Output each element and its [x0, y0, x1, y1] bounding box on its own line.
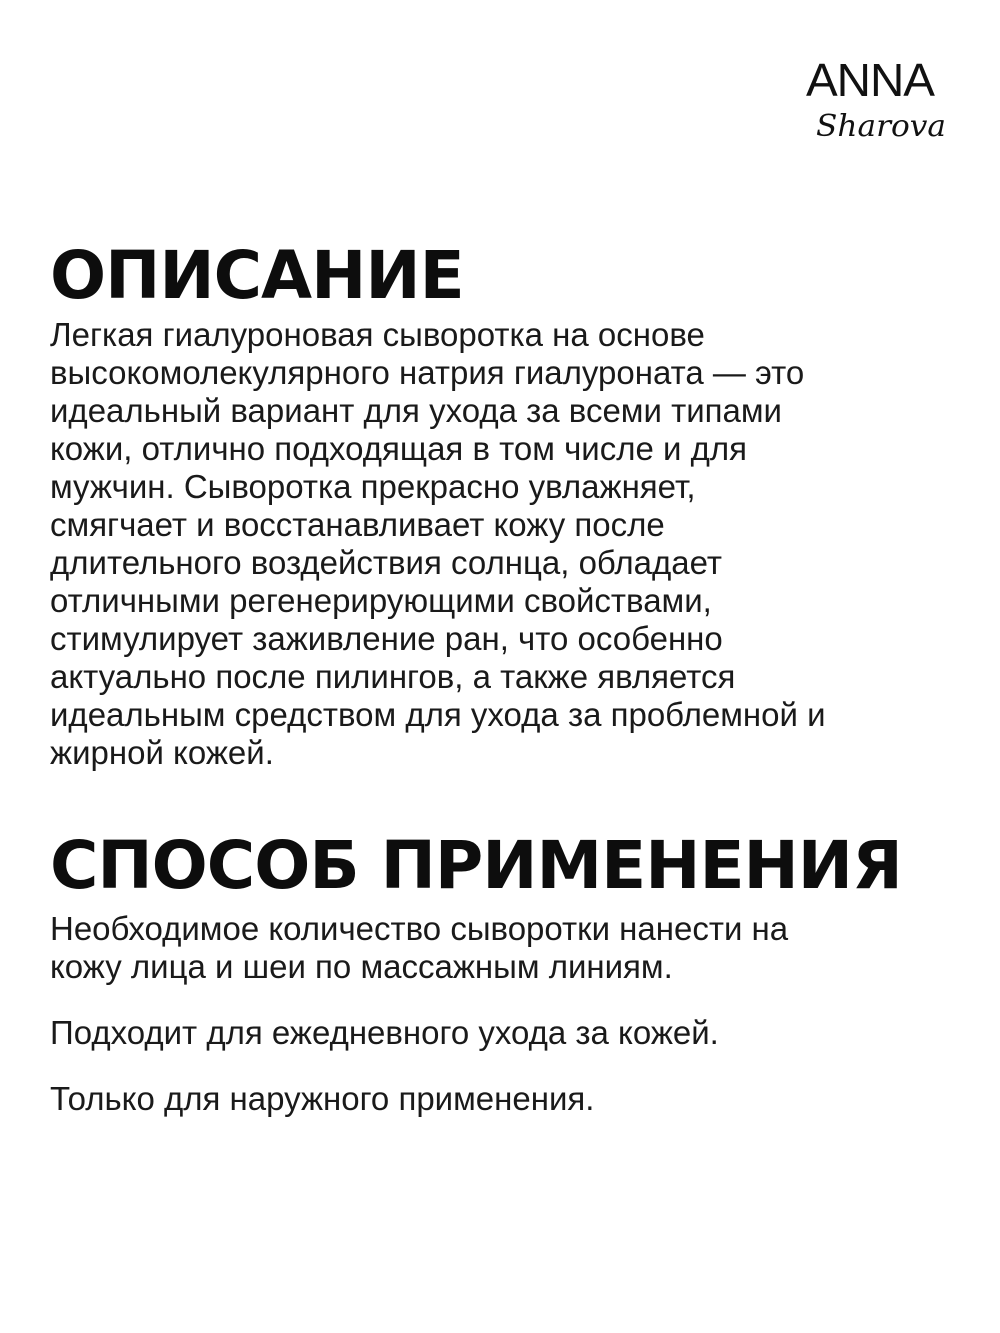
description-line: мужчин. Сыворотка прекрасно увлажняет,: [50, 468, 696, 505]
usage-heading: СПОСОБ ПРИМЕНЕНИЯ: [50, 827, 902, 904]
description-line: смягчает и восстанавливает кожу после: [50, 506, 665, 543]
description-line: стимулирует заживление ран, что особенно: [50, 620, 723, 657]
description-line: Легкая гиалуроновая сыворотка на основе: [50, 316, 705, 353]
description-line: актуально после пилингов, а также является: [50, 658, 736, 695]
description-line: идеальный вариант для ухода за всеми типами: [50, 392, 782, 429]
usage-paragraph-3: [50, 1080, 960, 1118]
usage-line: Необходимое количество сыворотки нанести на: [50, 910, 789, 947]
anna-sharova-logo-icon: [800, 48, 960, 158]
description-body: [50, 316, 960, 772]
description-line: кожи, отлично подходящая в том числе и для: [50, 430, 747, 467]
usage-line: Подходит для ежедневного ухода за кожей.: [50, 1014, 719, 1051]
description-line: идеальным средством для ухода за проблемной и: [50, 696, 826, 733]
logo-text-script: Sharova: [816, 109, 946, 144]
description-heading: ОПИСАНИЕ: [50, 237, 464, 314]
description-line: отличными регенерирующими свойствами,: [50, 582, 712, 619]
usage-paragraph-1: [50, 910, 960, 986]
logo-text-top: ANNA: [806, 54, 936, 106]
usage-line: кожу лица и шеи по массажным линиям.: [50, 948, 673, 985]
description-line: жирной кожей.: [50, 734, 274, 771]
description-line: высокомолекулярного натрия гиалуроната — это: [50, 354, 805, 391]
description-section: [50, 236, 960, 772]
usage-paragraph-2: [50, 1014, 960, 1052]
usage-body: [50, 910, 960, 1118]
description-line: длительного воздействия солнца, обладает: [50, 544, 722, 581]
usage-section: [50, 826, 960, 1146]
brand-logo: [800, 48, 960, 158]
usage-line: Только для наружного применения.: [50, 1080, 595, 1117]
